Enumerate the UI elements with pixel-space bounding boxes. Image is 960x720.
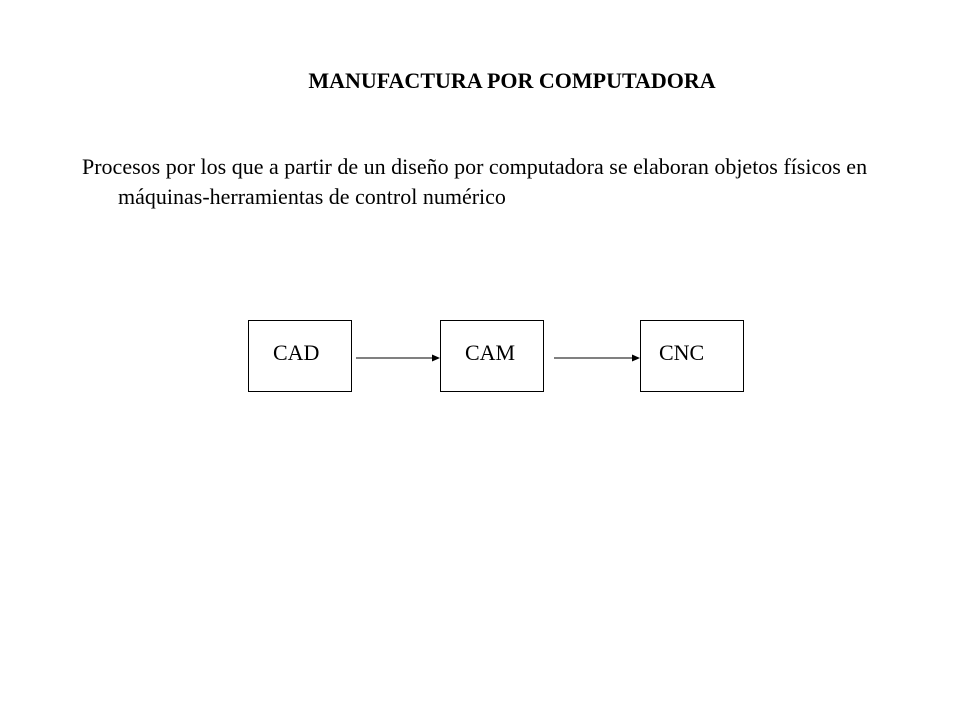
node-cad-label: CAD bbox=[273, 340, 320, 365]
arrow-cam-to-cnc bbox=[554, 352, 640, 364]
node-cad bbox=[248, 320, 352, 392]
node-cam bbox=[440, 320, 544, 392]
node-cnc bbox=[640, 320, 744, 392]
slide-description: Procesos por los que a partir de un diseño por computadora se elaboran objetos físicos en máquinas-herramientas de control numérico bbox=[82, 154, 868, 209]
arrow-cad-to-cam bbox=[356, 352, 440, 364]
slide-title: MANUFACTURA POR COMPUTADORA bbox=[308, 68, 716, 93]
node-cam-label: CAM bbox=[465, 340, 516, 365]
node-cnc-label: CNC bbox=[659, 340, 705, 365]
